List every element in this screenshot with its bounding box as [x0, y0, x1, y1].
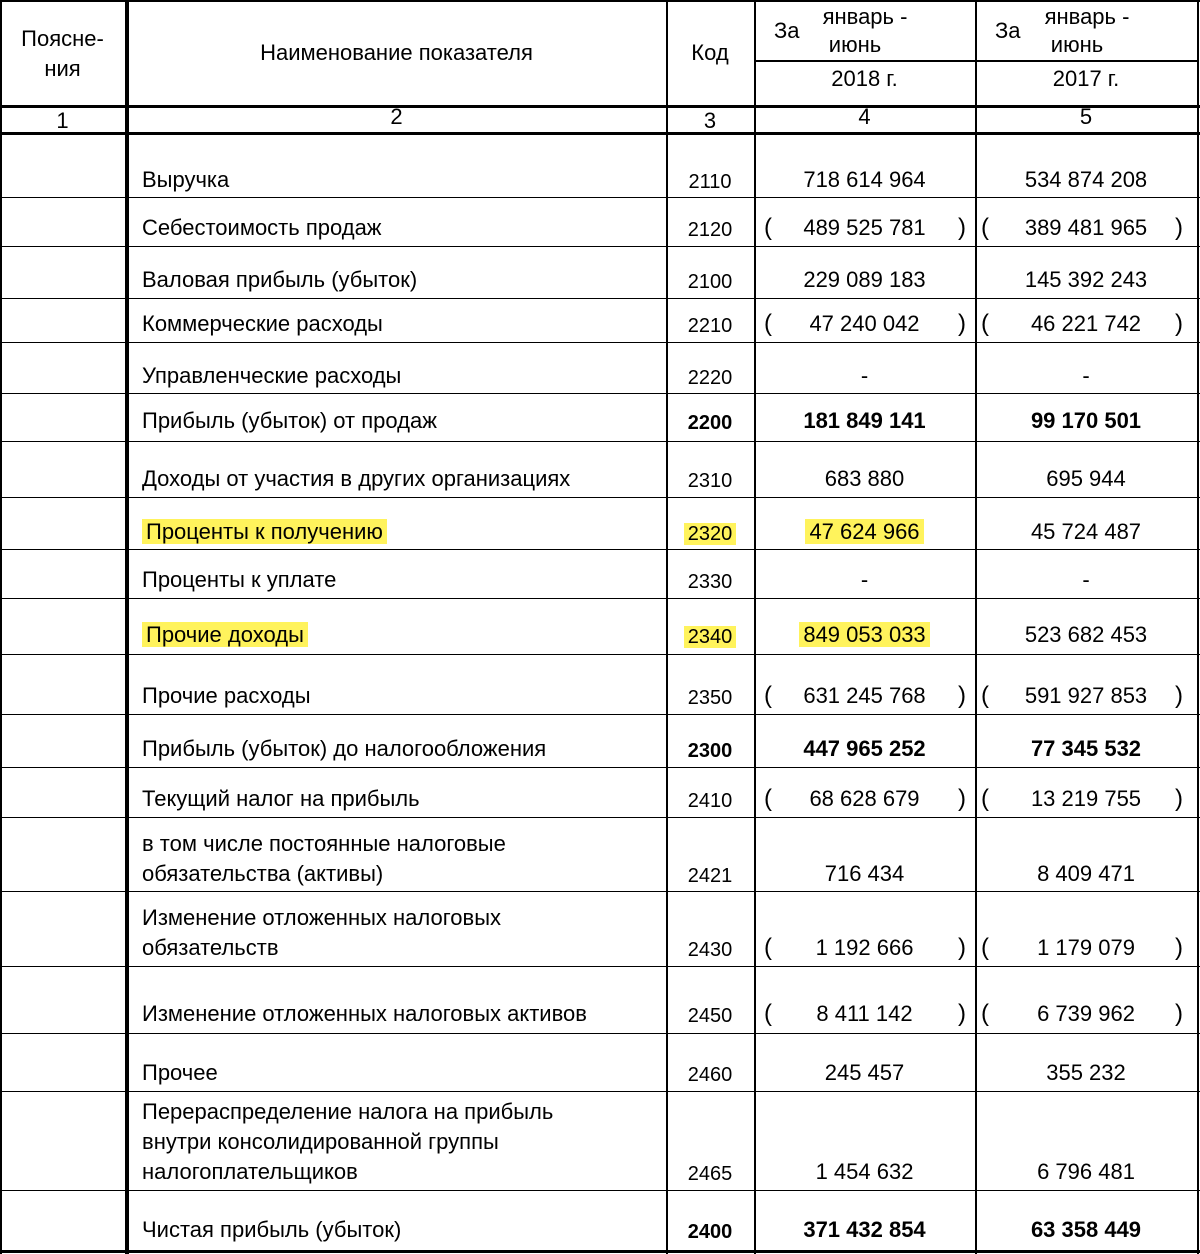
- row-name: [142, 565, 336, 595]
- row-value-2017: 63 358 449: [1030, 1217, 1142, 1242]
- row-name-text: Текущий налог на прибыль: [142, 786, 420, 811]
- row-name: [142, 784, 420, 814]
- row-name-text: Выручка: [142, 167, 230, 192]
- colnum-4: 4: [858, 104, 871, 129]
- row-value-2017: 6 796 481: [1037, 1159, 1135, 1184]
- row-code: 2400: [687, 1221, 733, 1243]
- paren-close: ): [1175, 310, 1183, 337]
- row-value-2017: 13 219 755: [1030, 786, 1142, 811]
- row-value-2018: 683 880: [824, 466, 905, 491]
- row-value-2017: 99 170 501: [1030, 408, 1142, 433]
- paren-close: ): [958, 785, 966, 812]
- row-separator: [0, 1190, 1200, 1191]
- row-code: 2200: [687, 412, 733, 434]
- row-name: [142, 1215, 401, 1245]
- row-code: 2220: [687, 367, 733, 389]
- row-name-text: Прочие расходы: [142, 683, 311, 708]
- row-name-text: обязательств: [142, 935, 279, 960]
- paren-close: ): [958, 1000, 966, 1027]
- row-value-2017: 1 179 079: [1037, 935, 1135, 960]
- row-name: [142, 1058, 218, 1088]
- row-value-2018: 447 965 252: [803, 736, 926, 761]
- row-name: [142, 681, 311, 711]
- header-col5-za: За: [995, 18, 1021, 43]
- row-separator: [0, 298, 1200, 299]
- row-value-2018: 631 245 768: [803, 683, 926, 708]
- row-name-text: Доходы от участия в других организациях: [142, 466, 571, 491]
- header-col4-period1: январь -: [822, 4, 908, 29]
- paren-open: (: [981, 310, 989, 337]
- row-name-text: Прибыль (убыток) от продаж: [142, 408, 437, 433]
- row-separator: [0, 891, 1200, 892]
- row-code: 2460: [687, 1064, 733, 1086]
- paren-close: ): [1175, 1000, 1183, 1027]
- header-col4-period2: июнь: [828, 32, 882, 57]
- header-col2: Наименование показателя: [260, 40, 533, 65]
- paren-open: (: [764, 934, 772, 961]
- border-col1b: [127, 0, 129, 1254]
- row-name: [142, 265, 417, 295]
- paren-close: ): [958, 682, 966, 709]
- row-value-2018: 718 614 964: [803, 167, 926, 192]
- row-name: [142, 517, 387, 547]
- row-separator: [0, 497, 1200, 498]
- row-value-2017: -: [1082, 567, 1090, 592]
- row-separator: [0, 767, 1200, 768]
- row-value-2017: 6 739 962: [1037, 1001, 1135, 1026]
- row-value-2018: 47 624 966: [754, 517, 975, 547]
- paren-open: (: [981, 934, 989, 961]
- row-name-text: Прибыль (убыток) до налогообложения: [142, 736, 547, 761]
- row-separator: [0, 598, 1200, 599]
- row-value-2018: 229 089 183: [803, 267, 926, 292]
- row-code: 2350: [687, 687, 733, 709]
- row-name-text: Прочее: [142, 1060, 218, 1085]
- row-value-2018: 489 525 781: [803, 215, 926, 240]
- row-value-2017: 46 221 742: [1030, 311, 1142, 336]
- row-name-text: Проценты к уплате: [142, 567, 337, 592]
- row-code: 2421: [687, 865, 733, 887]
- border-header-sub: [754, 60, 1199, 62]
- row-value-2017: 145 392 243: [1024, 267, 1148, 292]
- row-name: [142, 999, 587, 1029]
- row-value-2018: 181 849 141: [803, 408, 926, 433]
- row-separator: [0, 1033, 1200, 1034]
- row-name: [142, 213, 382, 243]
- row-code: 2310: [687, 470, 733, 492]
- header-col1-line2: ния: [44, 56, 81, 81]
- row-name-text: Изменение отложенных налоговых: [142, 905, 502, 930]
- paren-close: ): [958, 310, 966, 337]
- header-col1-line1: Поясне-: [21, 26, 104, 51]
- row-name-text: Управленческие расходы: [142, 363, 402, 388]
- paren-close: ): [958, 214, 966, 241]
- row-name: [142, 859, 383, 889]
- row-name: [142, 309, 383, 339]
- row-name: [142, 933, 279, 963]
- paren-open: (: [764, 310, 772, 337]
- colnum-2: 2: [390, 104, 403, 129]
- paren-open: (: [981, 214, 989, 241]
- paren-open: (: [981, 682, 989, 709]
- header-col5-period1: январь -: [1044, 4, 1130, 29]
- row-value-2018: 245 457: [824, 1060, 905, 1085]
- row-code: 2330: [687, 571, 733, 593]
- row-value-2017: 77 345 532: [1030, 736, 1142, 761]
- row-separator: [0, 246, 1200, 247]
- row-name-text: налогоплательщиков: [142, 1159, 358, 1184]
- border-right: [1197, 0, 1199, 1254]
- paren-open: (: [981, 785, 989, 812]
- paren-open: (: [764, 682, 772, 709]
- row-separator: [0, 966, 1200, 967]
- row-code: 2120: [687, 219, 733, 241]
- header-col5-year: 2017 г.: [1052, 66, 1120, 91]
- row-name-text: обязательства (активы): [142, 861, 384, 886]
- paren-open: (: [764, 214, 772, 241]
- row-separator: [0, 393, 1200, 394]
- row-value-2017: 389 481 965: [1024, 215, 1148, 240]
- row-value-2018: -: [860, 567, 869, 592]
- row-name: [142, 903, 501, 933]
- row-name-text: Прочие доходы: [142, 622, 308, 647]
- row-value-2017: 523 682 453: [1024, 622, 1148, 647]
- row-separator: [0, 1091, 1200, 1092]
- row-name: [142, 1127, 499, 1157]
- row-separator: [0, 654, 1200, 655]
- colnum-1: 1: [56, 108, 69, 133]
- row-code: 2210: [687, 315, 733, 337]
- paren-close: ): [1175, 934, 1183, 961]
- paren-close: ): [1175, 214, 1183, 241]
- row-value-2018: -: [860, 363, 869, 388]
- colnum-3: 3: [703, 108, 717, 133]
- row-value-2018: 1 192 666: [815, 935, 914, 960]
- border-left: [0, 0, 2, 1254]
- paren-open: (: [764, 785, 772, 812]
- paren-close: ): [1175, 682, 1183, 709]
- paren-open: (: [764, 1000, 772, 1027]
- header-col4-year: 2018 г.: [831, 66, 898, 91]
- row-value-2018: 371 432 854: [803, 1217, 926, 1242]
- row-name-text: Чистая прибыль (убыток): [142, 1217, 402, 1242]
- row-name: [142, 1157, 358, 1187]
- row-value-2017: 355 232: [1046, 1060, 1126, 1085]
- row-name-text: Валовая прибыль (убыток): [142, 267, 418, 292]
- row-name-text: Перераспределение налога на прибыль: [142, 1099, 554, 1124]
- row-name: [142, 829, 506, 859]
- row-name-text: Проценты к получению: [142, 519, 387, 544]
- row-name-text: Себестоимость продаж: [142, 215, 382, 240]
- row-name-text: в том числе постоянные налоговые: [142, 831, 506, 856]
- paren-close: ): [958, 934, 966, 961]
- row-code: 2320: [666, 519, 754, 549]
- row-code: 2100: [687, 271, 733, 293]
- row-value-2018: 849 053 033: [754, 620, 975, 650]
- row-value-2018: 68 628 679: [809, 786, 920, 811]
- row-code: 2465: [687, 1163, 733, 1185]
- row-value-2017: 695 944: [1046, 466, 1126, 491]
- row-code: 2410: [687, 790, 733, 812]
- row-code: 2450: [687, 1005, 733, 1027]
- border-num-bottom: [0, 132, 1200, 135]
- row-separator: [0, 549, 1200, 550]
- row-code: 2340: [666, 622, 754, 652]
- row-name: [142, 406, 437, 436]
- border-top: [0, 0, 1200, 2]
- border-bottom: [0, 1250, 1200, 1253]
- row-separator: [0, 817, 1200, 818]
- row-name: [142, 620, 308, 650]
- row-value-2017: -: [1082, 363, 1090, 388]
- paren-open: (: [981, 1000, 989, 1027]
- header-col3: Код: [691, 40, 729, 65]
- row-separator: [0, 441, 1200, 442]
- row-code: 2430: [687, 939, 733, 961]
- row-value-2017: 8 409 471: [1037, 861, 1135, 886]
- header-col4-za: За: [774, 18, 800, 43]
- row-value-2017: 591 927 853: [1024, 683, 1148, 708]
- row-name-text: внутри консолидированной группы: [142, 1129, 499, 1154]
- row-separator: [0, 197, 1200, 198]
- row-code: 2300: [687, 740, 733, 762]
- row-name: [142, 1097, 553, 1127]
- paren-close: ): [1175, 785, 1183, 812]
- row-value-2018: 47 240 042: [809, 311, 920, 336]
- row-value-2017: 45 724 487: [1030, 519, 1142, 544]
- row-value-2018: 716 434: [824, 861, 905, 886]
- row-value-2018: 8 411 142: [816, 1001, 913, 1026]
- row-name-text: Коммерческие расходы: [142, 311, 383, 336]
- row-name-text: Изменение отложенных налоговых активов: [142, 1001, 587, 1026]
- colnum-5: 5: [1079, 104, 1093, 129]
- row-value-2017: 534 874 208: [1024, 167, 1148, 192]
- header-col5-period2: июнь: [1050, 32, 1104, 57]
- row-separator: [0, 714, 1200, 715]
- row-code: 2110: [688, 171, 732, 193]
- row-name: [142, 734, 546, 764]
- row-name: [142, 165, 229, 195]
- row-value-2018: 1 454 632: [815, 1159, 914, 1184]
- row-separator: [0, 342, 1200, 343]
- row-name: [142, 464, 570, 494]
- row-name: [142, 361, 401, 391]
